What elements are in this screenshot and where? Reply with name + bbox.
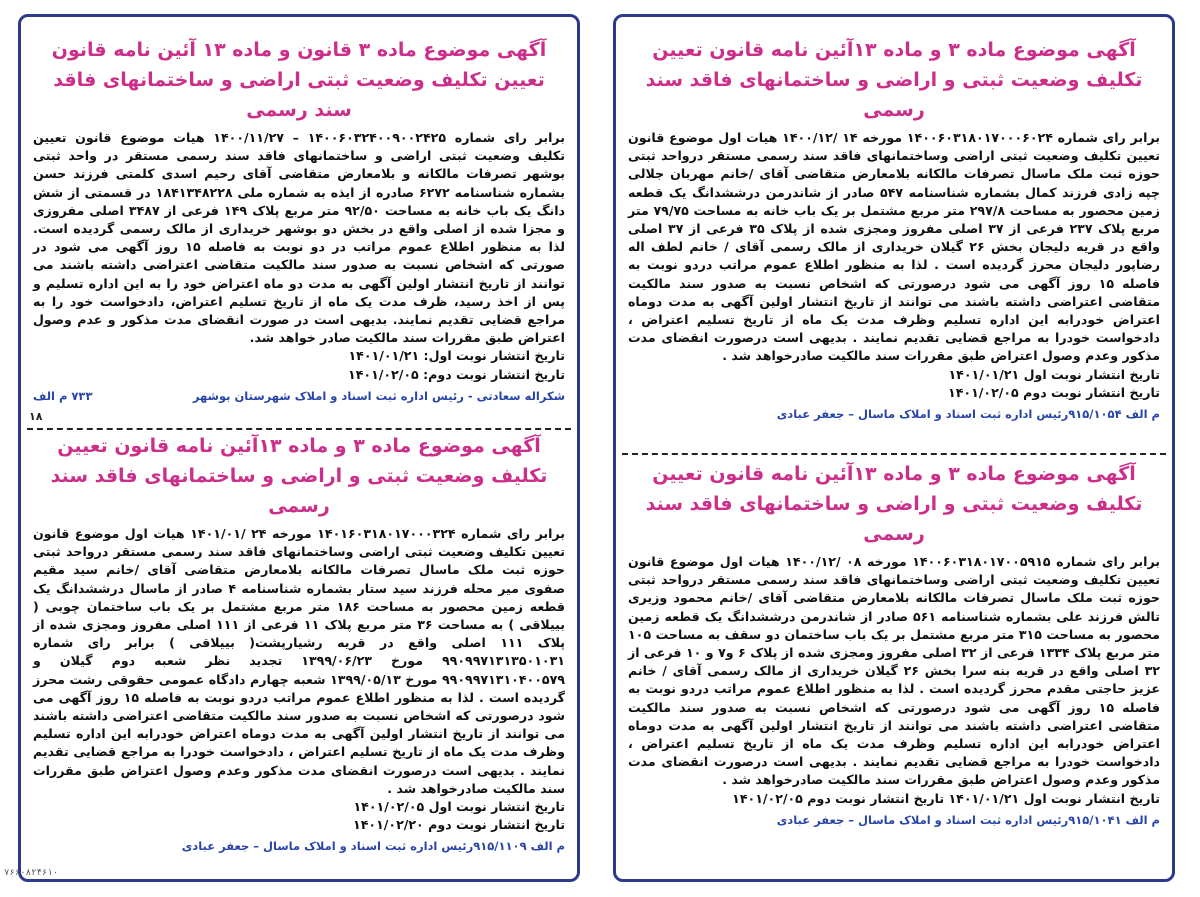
dashed-separator	[27, 428, 571, 430]
signature-code: ۷۳۳ م الف	[33, 388, 93, 403]
notice-body: برابر رای شماره ۱۴۰۱۶۰۳۱۸۰۱۷۰۰۰۳۲۴ مورخه ۲۴ /۱۴۰۱/۰۱ هیات اول موضوع قانون تعیین تکلیف وضعیت ثبتی اراضی وساختمانهای فاقد سند رسمی مستقر درواحد ثبتی حوزه ثبت ملک ماسال تصرفات مالکانه بلامعارض متقاضی آقای /خانم سید مقیم صفوی میر محله فرزند سید ستار بشماره شناسنامه ۴ صادر از ماسال درششدانگ یک قطعه زمین محصور به مساحت ۱۸۶ متر مربع مشتمل بر یک باب ساختمان چوبی ( بییلاقی ) به مساحت ۳۶ متر مربع پلاک ۱۱ فرعی از ۱۱۱ اصلی مفروز ومجزی شده از پلاک ۱۱۱ اصلی واقع در قریه رشیارپشت( بییلاقی ) برابر رای شماره ۹۹۰۹۹۷۱۳۱۳۵۰۱۰۳۱ مورخ ۱۳۹۹/۰۶/۲۳ تجدید نظر شعبه دوم گیلان و ۹۹۰۹۹۷۱۳۱۰۴۰۰۵۷۹ مورخ ۱۳۹۹/۰۵/۱۳ شعبه چهارم دادگاه عمومی حقوقی رشت محرز گردیده است . لذا به منظور اطلاع عموم مراتب دردو نوبت به فاصله ۱۵ روز آگهی می شود درصورتی که اشخاص نسبت به صدور سند مالکیت متقاضی اعتراضی داشته باشند می توانند از تاریخ انتشار اولین آگهی به مدت دوماه اعتراض خودرابه این اداره تسلیم وظرف مدت یک ماه از تاریخ تسلیم اعتراض ، دادخواست خودرا به مراجع قضایی تقدیم نمایند . بدیهی است درصورت انقضای مدت مذکور وعدم وصول اعتراض طبق مقررات سند مالکیت صادرخواهد شد .	[33, 526, 566, 796]
notice-masal-1054	[616, 35, 1172, 422]
notice-body: برابر رای شماره ۱۴۰۰۶۰۳۱۸۰۱۷۰۰۰۶۰۲۴ مورخه ۱۴ /۱۴۰۰/۱۲ هیات اول موضوع قانون تعیین تکلیف وضعیت ثبتی اراضی وساختمانهای فاقد سند رسمی مستقر درواحد ثبتی حوزه ثبت ملک ماسال تصرفات مالکانه بلامعارض متقاضی آقای /خانم مهربان جلالی چپه زادی فرزند کمال بشماره شناسنامه ۵۴۷ صادر از شاندرمن درششدانگ یک قطعه زمین محصور به مساحت ۲۹۷/۸ متر مربع مشتمل بر یک باب خانه به مساحت ۷۹/۷۵ متر مربع پلاک ۲۳۷ فرعی از ۳۷ اصلی مفروز ومجزی شده از پلاک ۳۵ فرعی از ۳۷ اصلی واقع در قریه دلیجان بخش ۲۶ گیلان خریداری از مالک رسمی آقای / خانم لطف اله رضاپور دلیجان محرز گردیده است . لذا به منظور اطلاع عموم مراتب دردو نوبت به فاصله ۱۵ روز آگهی می شود درصورتی که اشخاص نسبت به صدور سند مالکیت متقاضی اعتراضی داشته باشند می توانند از تاریخ انتشار اولین آگهی به مدت دوماه اعتراض خودرابه این اداره تسلیم وظرف مدت یک ماه از تاریخ تسلیم اعتراض ، دادخواست خودرا به مراجع قضایی تقدیم نمایند . بدیهی است درصورت انقضای مدت مذکور وعدم وصول اعتراض طبق مقررات سند مالکیت صادرخواهد شد .	[628, 130, 1161, 364]
notice-masal-1109	[21, 431, 577, 854]
signature-row	[33, 388, 565, 404]
publish-date-1: تاریخ انتشار نوبت اول ۱۴۰۱/۰۱/۲۱	[948, 366, 1160, 382]
notice-bushehr	[21, 35, 577, 404]
reference-number: ۱۸	[29, 410, 43, 423]
dashed-separator	[622, 453, 1166, 455]
signature-line: م الف ۹۱۵/۱۰۵۴رئیس اداره ثبت اسناد و املاک ماسال – جعفر عبادی	[776, 407, 1160, 422]
signature-name: شکراله سعادتی - رئیس اداره ثبت اسناد و املاک شهرستان بوشهر	[192, 388, 565, 403]
publish-date-1: تاریخ انتشار نوبت اول ۱۴۰۱/۰۲/۰۵	[353, 799, 565, 815]
publish-date-2: تاریخ انتشار نوبت دوم ۱۴۰۱/۰۲/۲۰	[353, 817, 565, 833]
notice-body: برابر رای شماره ۱۴۰۰۶۰۳۲۴۰۰۹۰۰۲۴۲۵ – ۱۴۰۰/۱۱/۲۷ هیات موضوع قانون تعیین تکلیف وضعیت ثبتی اراضی و ساختمانهای فاقد سند رسمی مستقر در واحد ثبتی بوشهر تصرفات مالکانه و بلامعارض متقاضی آقای رحیم اسدی کلمتی فرزند حسن بشماره شناسنامه ۶۲۷۲ صادره از ایذه به شماره ملی ۱۸۴۱۳۴۸۲۲۸ در قسمتی از شش دانگ یک باب خانه به مساحت ۹۲/۵۰ متر مربع پلاک ۱۴۹ فرعی از ۳۴۸۷ اصلی مفروزی و مجزا شده از اصلی واقع در بخش دو بوشهر خریداری از مالک رسمی گردیده است. لذا به منظور اطلاع عموم مراتب در دو نوبت به فاصله ۱۵ روز آگهی می شود در صورتی که اشخاص نسبت به صدور سند مالکیت متقاضی اعتراضی داشته باشند می توانند از تاریخ انتشار اولین آگهی به مدت دو ماه اعتراض خود را به این اداره تسلیم و پس از اخذ رسید، ظرف مدت یک ماه از تاریخ تسلیم اعتراض، دادخواست خود را به مراجع قضایی تقدیم نمایند. بدیهی است در صورت انقضای مدت مذکور و عدم وصول اعتراض طبق مقررات سند مالکیت صادر خواهد شد.	[33, 130, 565, 346]
right-column	[613, 14, 1175, 882]
notice-title: آگهی موضوع ماده ۳ قانون و ماده ۱۳ آئین نامه قانون تعیین تکلیف وضعیت ثبتی اراضی و ساختمانهای فاقد سند رسمی	[51, 39, 547, 121]
publish-date-1: تاریخ انتشار نوبت اول: ۱۴۰۱/۰۱/۲۱	[348, 348, 565, 364]
notice-body: برابر رای شماره ۱۴۰۰۶۰۳۱۸۰۱۷۰۰۵۹۱۵ مورخه ۰۸ /۱۴۰۰/۱۲ هیات اول موضوع قانون تعیین تکلیف وضعیت ثبتی اراضی وساختمانهای فاقد سند رسمی مستقر درواحد ثبتی حوزه ثبت ملک ماسال تصرفات مالکانه بلامعارض متقاضی آقای /خانم محمود وزیری تالش فرزند علی بشماره شناسنامه ۵۶۱ صادر از شاندرمن درششدانگ یک قطعه زمین محصور به مساحت ۳۱۵ متر مربع مشتمل بر یک باب ساختمان دو سقف به مساحت ۱۰۵ متر مربع پلاک ۱۳۳۴ فرعی از ۳۲ اصلی مفروز ومجزی شده از پلاک ۶ و۷ و ۱۰ فرعی از ۳۲ اصلی واقع در قریه بنه سرا بخش ۲۶ گیلان خریداری از مالک رسمی آقای / خانم عزیز حاجتی مقدم محرز گردیده است . لذا به منظور اطلاع عموم مراتب دردو نوبت به فاصله ۱۵ روز آگهی می شود درصورتی که اشخاص نسبت به صدور سند مالکیت متقاضی اعتراضی داشته باشند می توانند از تاریخ انتشار اولین آگهی به مدت دوماه اعتراض خودرابه این اداره تسلیم وظرف مدت یک ماه از تاریخ تسلیم اعتراض ، دادخواست خودرا به مراجع قضایی تقدیم نمایند . بدیهی است درصورت انقضای مدت مذکور وعدم وصول اعتراض طبق مقررات سند مالکیت صادرخواهد شد .	[628, 554, 1161, 788]
publish-date-2: تاریخ انتشار نوبت دوم ۱۴۰۱/۰۲/۰۵	[948, 384, 1160, 400]
signature-line: م الف ۹۱۵/۱۱۰۹رئیس اداره ثبت اسناد و املاک ماسال – جعفر عبادی	[181, 839, 565, 854]
notice-title: آگهی موضوع ماده ۳ و ماده ۱۳آئین نامه قانون تعیین تکلیف وضعیت ثبتی و اراضی و ساختمانهای فاقد سند رسمی	[50, 435, 548, 517]
publish-dates: تاریخ انتشار نوبت اول ۱۴۰۱/۰۱/۲۱ تاریخ انتشار نوبت دوم ۱۴۰۱/۰۲/۰۵	[732, 790, 1160, 806]
notice-title: آگهی موضوع ماده ۳ و ماده ۱۳آئین نامه قانون تعیین تکلیف وضعیت ثبتی و اراضی و ساختمانهای فاقد سند رسمی	[645, 39, 1143, 121]
notice-masal-1041	[616, 459, 1172, 828]
margin-code: ۷۶۶۰۸۲۴۶۱۰	[4, 868, 59, 878]
notice-title: آگهی موضوع ماده ۳ و ماده ۱۳آئین نامه قانون تعیین تکلیف وضعیت ثبتی و اراضی و ساختمانهای فاقد سند رسمی	[645, 463, 1143, 545]
left-column	[18, 14, 580, 882]
publish-date-2: تاریخ انتشار نوبت دوم: ۱۴۰۱/۰۲/۰۵	[348, 366, 565, 382]
signature-line: م الف ۹۱۵/۱۰۴۱رئیس اداره ثبت اسناد و املاک ماسال – جعفر عبادی	[776, 812, 1160, 827]
